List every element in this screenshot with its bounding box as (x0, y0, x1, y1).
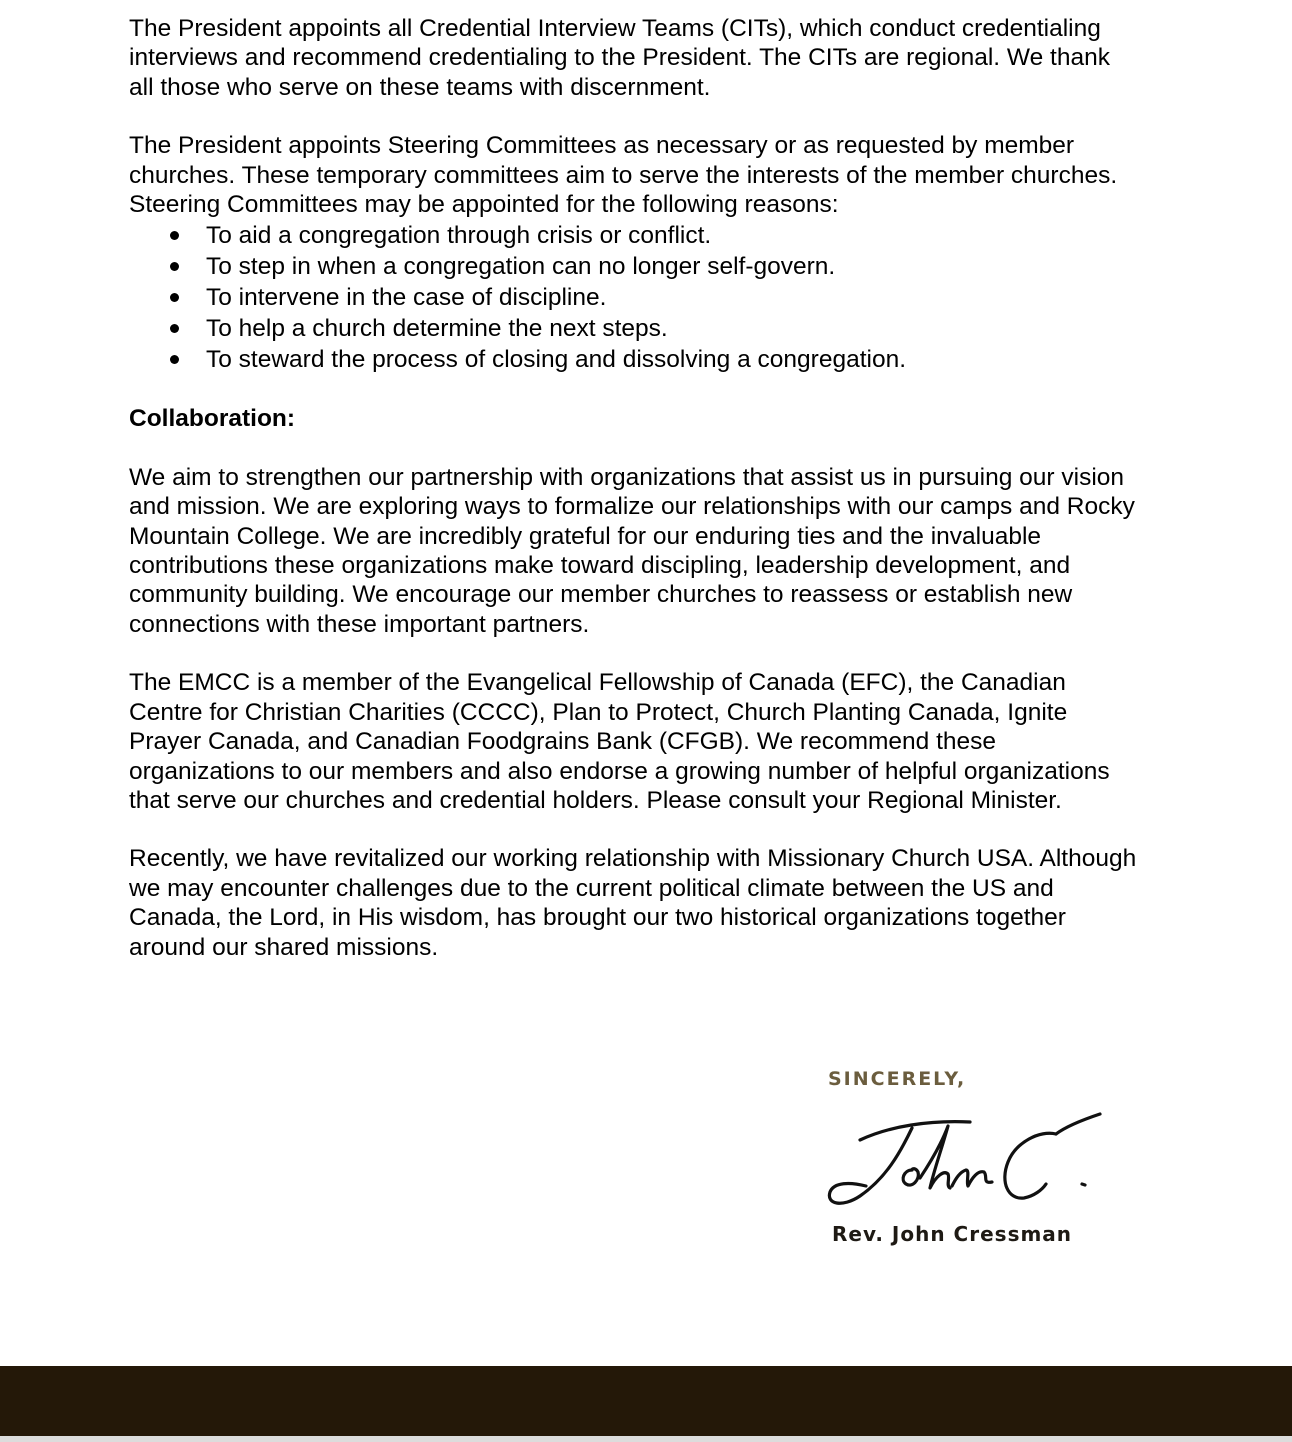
letter-body (129, 14, 1139, 962)
bullet-icon (170, 293, 179, 302)
list-item: To help a church determine the next steps. (129, 313, 1139, 344)
list-item: To intervene in the case of discipline. (129, 282, 1139, 313)
bullet-icon (170, 231, 179, 240)
list-item: To step in when a congregation can no longer self-govern. (129, 251, 1139, 282)
signer-name: Rev. John Cressman (832, 1222, 1073, 1246)
collaboration-heading: Collaboration: (129, 405, 296, 433)
bullet-icon (170, 324, 179, 333)
list-item: To aid a congregation through crisis or conflict. (129, 220, 1139, 251)
steering-reasons-list (129, 220, 1139, 375)
paragraph-memberships: The EMCC is a member of the Evangelical Fellowship of Canada (EFC), the Canadian Centre for Christian Charities (CCCC), Plan to Protect, Church Planting Canada, Ignite Prayer Canada, and Canadian Foodgrains Bank (CFGB). We recommend these organizations to our members and also endorse a growing number of helpful organizations that serve our churches and credential holders. Please consult your Regional Minister. (129, 669, 1110, 814)
paragraph-usa: Recently, we have revitalized our working relationship with Missionary Church USA. Although we may encounter challenges due to the current political climate between the US and Canada, the Lord, in His wisdom, has brought our two historical organizations together around our shared missions. (129, 845, 1137, 961)
bullet-icon (170, 355, 179, 364)
footer-edge (0, 1436, 1292, 1442)
signature (820, 1108, 1120, 1218)
closing-salutation: SINCERELY, (828, 1068, 967, 1090)
paragraph-steering: The President appoints Steering Committees as necessary or as requested by member churches. These temporary committees aim to serve the interests of the member churches. Steering Committees may be appointed for the following reasons: (129, 132, 1118, 219)
footer-bar (0, 1366, 1292, 1436)
paragraph-cits: The President appoints all Credential Interview Teams (CITs), which conduct credentialing interviews and recommend credentialing to the President. The CITs are regional. We thank all those who serve on these teams with discernment. (129, 15, 1110, 101)
paragraph-partnership: We aim to strengthen our partnership with organizations that assist us in pursuing our vision and mission. We are exploring ways to formalize our relationships with our camps and Rocky Mountain College. We are incredibly grateful for our enduring ties and the invaluable contributions these organizations make toward discipling, leadership development, and community building. We encourage our member churches to reassess or establish new connections with these important partners. (129, 463, 1135, 638)
bullet-icon (170, 262, 179, 271)
list-item: To steward the process of closing and dissolving a congregation. (129, 344, 1139, 375)
signature-text: John C. (820, 1216, 824, 1217)
